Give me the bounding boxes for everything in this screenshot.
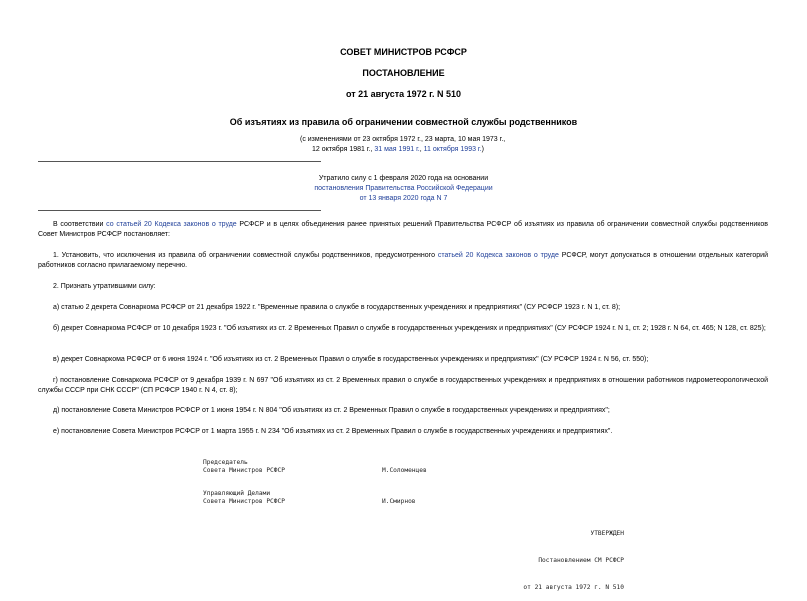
- signature-2-name: И.Смирнов: [382, 498, 416, 505]
- amendments-line-2: [300, 145, 600, 155]
- paragraph-d: д) постановление Совета Министров РСФСР от 1 июня 1954 г. N 804 "Об изъятиях из ст. 2 Временных Правил о службе в государственных учреждениях и предприятиях";: [53, 407, 610, 414]
- expiry-notice: [0, 174, 807, 204]
- signature-1-title-1: Председатель: [203, 459, 248, 466]
- paragraph-e: е) постановление Совета Министров РСФСР от 1 марта 1955 г. N 234 "Об изъятиях из ст. 2 Временных Правил о службе в государственных учреждениях и предприятиях".: [53, 428, 613, 435]
- amendments-sep: ,: [419, 146, 424, 153]
- approved-line-3: от 21 августа 1972 г. N 510: [523, 584, 624, 591]
- intro-article-link[interactable]: со статьей 20 Кодекса законов о труде: [106, 221, 237, 228]
- amendments-suffix: ): [481, 146, 484, 153]
- p1-article-link[interactable]: статьей 20 Кодекса законов о труде: [437, 252, 559, 259]
- document-date-number: от 21 августа 1972 г. N 510: [345, 89, 462, 99]
- paragraph-b: б) декрет Совнаркома РСФСР от 10 декабря 1923 г. "Об изъятиях из ст. 2 Временных Правил о службе в государственных учреждениях и предприятиях" (СУ РСФСР 1924 г. N 1, ст. 2; 1928 г. N 64, ст. 465; N 128, ст. 825);: [53, 325, 766, 332]
- approved-block: [510, 511, 624, 601]
- signature-2-title-2: Совета Министров РСФСР: [203, 498, 285, 505]
- divider-top: [38, 161, 321, 162]
- amendment-link-1993[interactable]: 11 октября 1993 г.: [423, 146, 482, 153]
- amendments-line-1: (с изменениями от 23 октября 1972 г., 23 марта, 10 мая 1973 г.,: [300, 136, 506, 143]
- signature-1-title-2: Совета Министров РСФСР: [203, 467, 285, 474]
- intro-suffix: РСФСР и в целях объединения ранее принятых решений Правительства РСФСР об изъятиях из правила об ограничении совместной службы родственников Совет Министров РСФСР постановляет:: [38, 221, 768, 238]
- p1-prefix: 1. Установить, что исключения из правила об ограничении совместной службы родственников, предусмотренного: [53, 252, 438, 259]
- document-type: ПОСТАНОВЛЕНИЕ: [362, 68, 445, 78]
- p1-suffix: РСФСР, могут допускаться в отношении отдельных категорий работников согласно прилагаемому перечню.: [38, 252, 768, 269]
- amendment-link-1991[interactable]: 31 мая 1991 г.: [374, 146, 420, 153]
- intro-prefix: В соответствии: [53, 221, 107, 228]
- divider-bottom: [38, 210, 321, 211]
- signature-1-name: М.Соломенцев: [382, 467, 427, 474]
- approved-line-1: УТВЕРЖДЕН: [590, 530, 624, 537]
- paragraph-g: г) постановление Совнаркома РСФСР от 9 декабря 1939 г. N 697 "Об изъятиях из ст. 2 Временных правил о службе в государственных учреждениях и предприятиях в отношении работников гидрометеорологической службы СССР при СНК СССР" (СП РСФСР 1940 г. N 4, ст. 8);: [38, 377, 768, 394]
- paragraph-2: 2. Признать утратившими силу:: [53, 283, 156, 290]
- expiry-link-date[interactable]: от 13 января 2020 года N 7: [359, 195, 448, 202]
- amendments-prefix: 12 октября 1981 г.,: [312, 146, 375, 153]
- signature-2-title-1: Управляющий Делами: [203, 490, 271, 497]
- intro-paragraph: [38, 220, 768, 240]
- paragraph-v: в) декрет Совнаркома РСФСР от 6 июня 1924 г. "Об изъятиях из ст. 2 Временных Правил о службе в государственных учреждениях и предприятиях" (СУ РСФСР 1924 г. N 56, ст. 550);: [53, 356, 649, 363]
- paragraph-1: [38, 251, 768, 271]
- amendments-block: [300, 135, 600, 155]
- council-name: СОВЕТ МИНИСТРОВ РСФСР: [340, 47, 467, 57]
- document-title: Об изъятиях из правила об ограничении совместной службы родственников: [229, 117, 578, 127]
- approved-line-2: Постановлением СМ РСФСР: [538, 557, 624, 564]
- paragraph-a: а) статью 2 декрета Совнаркома РСФСР от 21 декабря 1922 г. "Временные правила о службе в государственных учреждениях и предприятиях" (СУ РСФСР 1923 г. N 1, ст. 8);: [53, 304, 621, 311]
- expiry-line-1: Утратило силу с 1 февраля 2020 года на основании: [318, 175, 489, 182]
- expiry-link-resolution[interactable]: постановления Правительства Российской Федерации: [314, 185, 493, 192]
